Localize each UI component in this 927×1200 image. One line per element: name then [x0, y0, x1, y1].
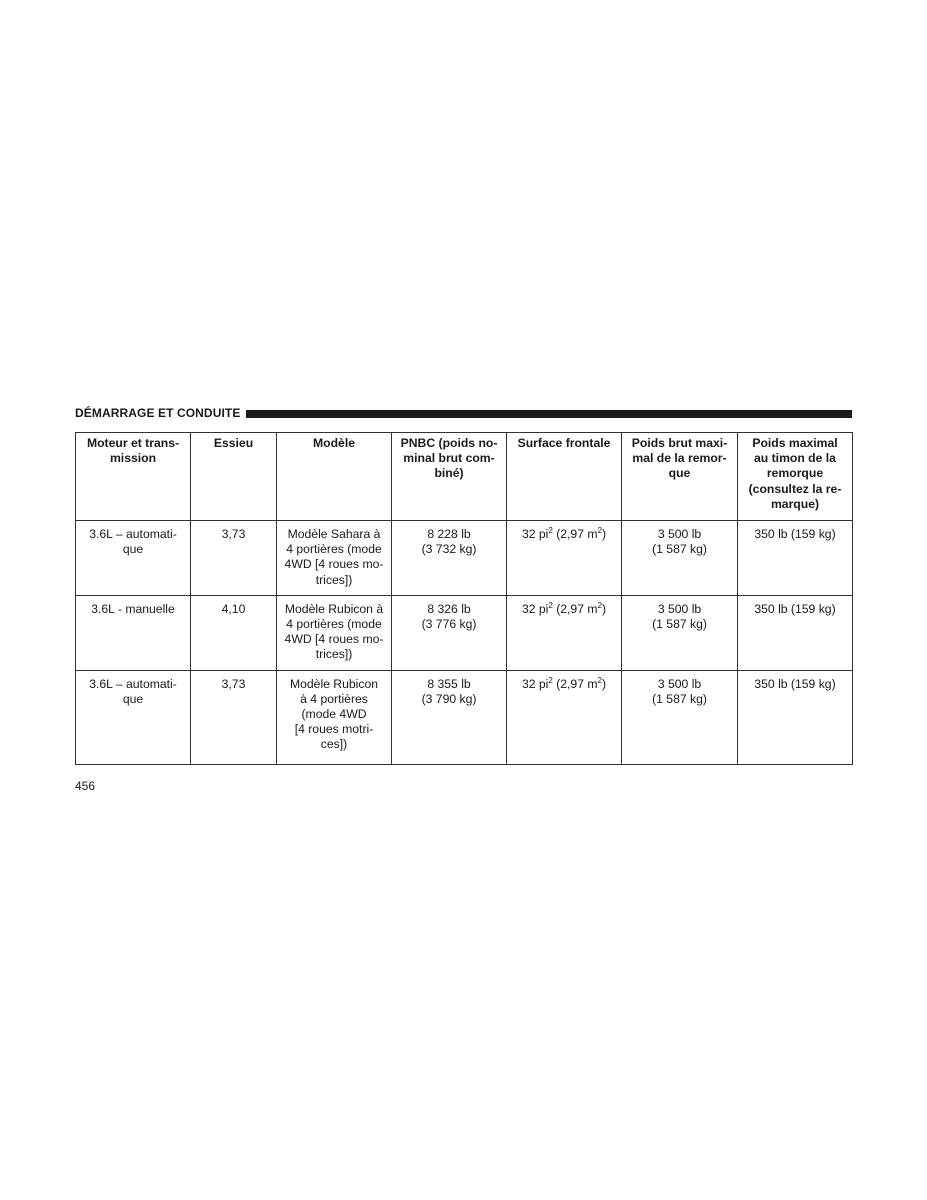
cell-max-tongue-weight: 350 lb (159 kg): [738, 521, 853, 596]
cell-axle: 4,10: [191, 595, 277, 670]
cell-engine: 3.6L - manuelle: [76, 595, 191, 670]
header-frontal-area: Surface frontale: [507, 433, 622, 521]
cell-frontal-area: 32 $pi^2$ (2,97 $m^2$): [507, 521, 622, 596]
header-engine: Moteur et trans- mission: [76, 433, 191, 521]
cell-max-trailer-weight: 3 500 lb (1 587 kg): [622, 595, 738, 670]
cell-frontal-area: 32 $pi^2$ (2,97 $m^2$): [507, 595, 622, 670]
page-number: 456: [75, 779, 96, 793]
cell-axle: 3,73: [191, 521, 277, 596]
header-model: Modèle: [277, 433, 392, 521]
cell-engine: 3.6L – automati- que: [76, 521, 191, 596]
section-title: DÉMARRAGE ET CONDUITE: [75, 406, 241, 420]
cell-engine: 3.6L – automati- que: [76, 670, 191, 764]
cell-max-tongue-weight: 350 lb (159 kg): [738, 670, 853, 764]
cell-gcwr: 8 326 lb (3 776 kg): [392, 595, 507, 670]
section-header: [75, 405, 852, 421]
cell-max-trailer-weight: 3 500 lb (1 587 kg): [622, 670, 738, 764]
cell-model: Modèle Rubicon à 4 portières (mode 4WD [4 roues motri- ces]): [277, 670, 392, 764]
cell-max-trailer-weight: 3 500 lb (1 587 kg): [622, 521, 738, 596]
cell-frontal-area: 32 $pi^2$ (2,97 $m^2$): [507, 670, 622, 764]
cell-axle: 3,73: [191, 670, 277, 764]
cell-max-tongue-weight: 350 lb (159 kg): [738, 595, 853, 670]
table-header-row: [76, 433, 853, 521]
table-row: [76, 670, 853, 764]
table-row: [76, 595, 853, 670]
cell-model: Modèle Sahara à 4 portières (mode 4WD [4 roues mo- trices]): [277, 521, 392, 596]
towing-spec-table: [75, 432, 853, 765]
section-rule: [246, 410, 852, 418]
header-max-trailer-weight: Poids brut maxi- mal de la remor- que: [622, 433, 738, 521]
cell-model: Modèle Rubicon à 4 portières (mode 4WD [4 roues mo- trices]): [277, 595, 392, 670]
header-axle: Essieu: [191, 433, 277, 521]
cell-gcwr: 8 228 lb (3 732 kg): [392, 521, 507, 596]
table-row: [76, 521, 853, 596]
header-max-tongue-weight: Poids maximal au timon de la remorque (consultez la re- marque): [738, 433, 853, 521]
cell-gcwr: 8 355 lb (3 790 kg): [392, 670, 507, 764]
header-gcwr: PNBC (poids no- minal brut com- biné): [392, 433, 507, 521]
